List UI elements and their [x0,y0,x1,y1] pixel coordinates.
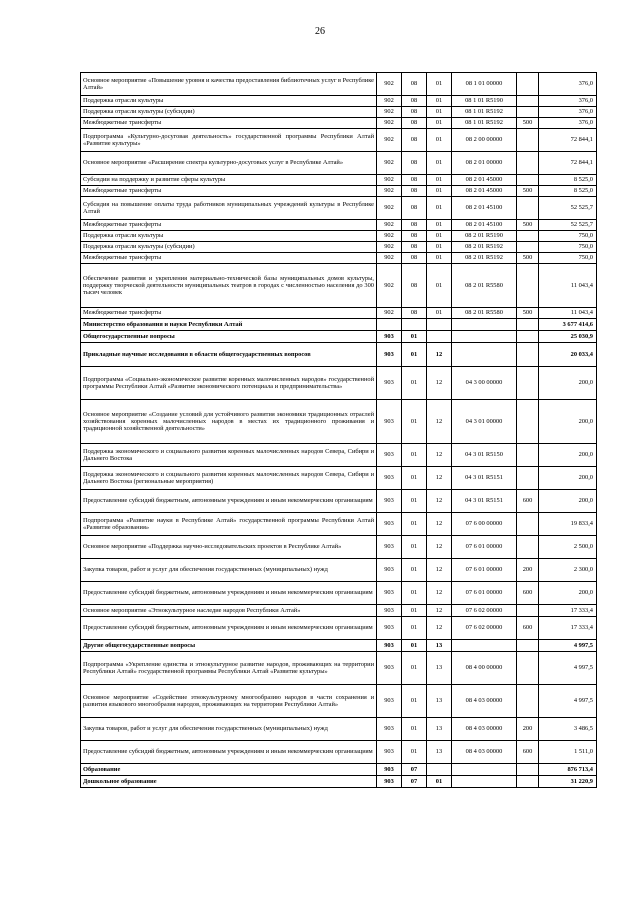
ministry-code: 902 [377,118,402,129]
expense-type-code [517,73,539,96]
table-row [81,605,597,617]
expense-type-code [517,764,539,776]
section-code: 08 [402,308,427,319]
target-article-code: 07 6 01 00000 [452,559,517,582]
expense-type-code [517,640,539,652]
table-row [81,319,597,331]
table-row [81,331,597,343]
target-article-code: 07 6 02 00000 [452,617,517,640]
subsection-code: 01 [427,242,452,253]
amount-value: 31 220,9 [539,776,597,788]
expense-type-code [517,331,539,343]
table-row [81,129,597,152]
ministry-code [377,319,402,331]
expense-item-name: Закупка товаров, работ и услуг для обеспечения государственных (муниципальных) нужд [81,559,377,582]
expense-item-name: Поддержка отрасли культуры (субсидии) [81,242,377,253]
section-code: 01 [402,685,427,718]
table-row [81,242,597,253]
expense-item-name: Межбюджетные трансферты [81,220,377,231]
target-article-code [452,331,517,343]
subsection-code: 13 [427,741,452,764]
amount-value: 200,0 [539,467,597,490]
section-code: 01 [402,400,427,444]
expense-type-code [517,152,539,175]
subsection-code: 13 [427,685,452,718]
expense-type-code [517,319,539,331]
ministry-code: 902 [377,253,402,264]
subsection-code: 12 [427,559,452,582]
section-code: 01 [402,652,427,685]
expense-type-code [517,536,539,559]
section-code: 01 [402,490,427,513]
target-article-code [452,343,517,367]
amount-value: 376,0 [539,118,597,129]
table-row [81,107,597,118]
expense-type-code [517,367,539,400]
section-code: 01 [402,617,427,640]
expense-type-code: 600 [517,490,539,513]
subsection-code: 01 [427,308,452,319]
table-row [81,582,597,605]
section-code: 08 [402,220,427,231]
expense-type-code [517,264,539,308]
ministry-code: 903 [377,343,402,367]
amount-value: 20 033,4 [539,343,597,367]
expense-type-code [517,175,539,186]
amount-value: 19 833,4 [539,513,597,536]
expense-type-code [517,685,539,718]
amount-value: 4 997,5 [539,652,597,685]
table-row [81,513,597,536]
expense-item-name: Основное мероприятие «Повышение уровня и качества предоставления библиотечных услуг в Республике Алтай» [81,73,377,96]
table-row [81,253,597,264]
expense-item-name: Межбюджетные трансферты [81,118,377,129]
subsection-code: 12 [427,513,452,536]
target-article-code: 07 6 00 00000 [452,513,517,536]
target-article-code [452,776,517,788]
section-code: 01 [402,444,427,467]
table-row [81,175,597,186]
target-article-code: 08 4 00 00000 [452,652,517,685]
ministry-code: 902 [377,264,402,308]
table-row [81,73,597,96]
section-code: 01 [402,331,427,343]
target-article-code: 08 4 03 00000 [452,741,517,764]
amount-value: 11 043,4 [539,308,597,319]
table-row [81,685,597,718]
table-row [81,490,597,513]
table-row [81,186,597,197]
expense-type-code [517,107,539,118]
amount-value: 200,0 [539,490,597,513]
expense-type-code: 500 [517,220,539,231]
target-article-code: 04 3 01 R5150 [452,444,517,467]
ministry-code: 903 [377,467,402,490]
target-article-code [452,640,517,652]
expense-item-name: Предоставление субсидий бюджетным, автономным учреждениям и иным некоммерческим организациям [81,490,377,513]
subsection-code [427,331,452,343]
table-row [81,467,597,490]
expense-item-name: Закупка товаров, работ и услуг для обеспечения государственных (муниципальных) нужд [81,718,377,741]
amount-value: 750,0 [539,253,597,264]
section-code: 01 [402,367,427,400]
table-row [81,220,597,231]
ministry-code: 903 [377,741,402,764]
amount-value: 376,0 [539,107,597,118]
expense-type-code [517,605,539,617]
expense-type-code [517,96,539,107]
target-article-code: 08 2 01 R5580 [452,264,517,308]
target-article-code: 08 2 01 R5192 [452,253,517,264]
subsection-code: 01 [427,152,452,175]
amount-value: 4 997,5 [539,685,597,718]
amount-value: 2 500,0 [539,536,597,559]
subsection-code: 01 [427,118,452,129]
table-row [81,559,597,582]
expense-type-code [517,776,539,788]
ministry-code: 902 [377,175,402,186]
section-code: 01 [402,467,427,490]
section-code: 07 [402,776,427,788]
section-code: 08 [402,73,427,96]
ministry-code: 903 [377,640,402,652]
ministry-code: 903 [377,444,402,467]
subsection-code: 01 [427,197,452,220]
subsection-code: 01 [427,96,452,107]
target-article-code: 04 3 01 R5151 [452,467,517,490]
table-row [81,343,597,367]
amount-value: 200,0 [539,444,597,467]
expense-item-name: Образование [81,764,377,776]
section-code: 08 [402,118,427,129]
expense-item-name: Подпрограмма «Укрепление единства и этнокультурное развитие народов, проживающих на территории Республики Алтай» государственной программы Республики Алтай «Развитие культуры» [81,652,377,685]
ministry-code: 902 [377,197,402,220]
subsection-code: 13 [427,652,452,685]
expense-item-name: Основное мероприятие «Расширение спектра культурно-досуговых услуг в Республике Алтай» [81,152,377,175]
ministry-code: 902 [377,152,402,175]
ministry-code: 902 [377,107,402,118]
subsection-code: 12 [427,400,452,444]
expense-type-code: 500 [517,308,539,319]
table-row [81,617,597,640]
amount-value: 2 300,0 [539,559,597,582]
expense-item-name: Поддержка отрасли культуры [81,231,377,242]
expense-type-code [517,129,539,152]
section-code: 08 [402,242,427,253]
expense-item-name: Подпрограмма «Социально-экономическое развитие коренных малочисленных народов» государственной программы Республики Алтай «Развитие экономического потенциала и предпринимательства» [81,367,377,400]
target-article-code: 08 2 01 45100 [452,197,517,220]
section-code: 01 [402,513,427,536]
section-code: 01 [402,718,427,741]
target-article-code: 08 2 01 R5192 [452,242,517,253]
expense-type-code [517,242,539,253]
table-row [81,718,597,741]
expense-type-code [517,400,539,444]
table-row [81,640,597,652]
expense-type-code: 600 [517,582,539,605]
section-code: 08 [402,129,427,152]
subsection-code: 12 [427,490,452,513]
amount-value: 876 713,4 [539,764,597,776]
section-code: 08 [402,231,427,242]
section-code: 08 [402,175,427,186]
expense-item-name: Подпрограмма «Развитие науки в Республике Алтай» государственной программы Республики Алтай «Развитие образования» [81,513,377,536]
expense-item-name: Другие общегосударственные вопросы [81,640,377,652]
target-article-code: 07 6 01 00000 [452,582,517,605]
ministry-code: 902 [377,129,402,152]
section-code: 01 [402,559,427,582]
subsection-code: 01 [427,73,452,96]
target-article-code: 08 1 01 R5190 [452,96,517,107]
amount-value: 17 333,4 [539,605,597,617]
section-code: 08 [402,96,427,107]
target-article-code: 08 2 01 00000 [452,152,517,175]
section-code: 08 [402,197,427,220]
subsection-code: 12 [427,367,452,400]
ministry-code: 903 [377,513,402,536]
subsection-code: 12 [427,467,452,490]
expense-type-code: 600 [517,741,539,764]
target-article-code: 04 3 01 R5151 [452,490,517,513]
section-code: 08 [402,152,427,175]
expense-type-code [517,343,539,367]
target-article-code: 08 4 03 00000 [452,718,517,741]
amount-value: 11 043,4 [539,264,597,308]
expense-item-name: Основное мероприятие «Создание условий для устойчивого развития экономики традиционных отраслей хозяйствования коренных малочисленных народов в местах их традиционного проживания и традиционной хозяйственной деятельности» [81,400,377,444]
ministry-code: 903 [377,490,402,513]
expense-type-code [517,444,539,467]
ministry-code: 903 [377,400,402,444]
subsection-code [427,764,452,776]
ministry-code: 902 [377,242,402,253]
ministry-code: 903 [377,776,402,788]
amount-value: 4 997,5 [539,640,597,652]
table-row [81,536,597,559]
target-article-code: 08 2 01 45000 [452,186,517,197]
ministry-code: 902 [377,73,402,96]
target-article-code [452,764,517,776]
section-code: 08 [402,253,427,264]
expense-item-name: Предоставление субсидий бюджетным, автономным учреждениям и иным некоммерческим организациям [81,582,377,605]
ministry-code: 902 [377,231,402,242]
expense-type-code: 200 [517,718,539,741]
amount-value: 750,0 [539,242,597,253]
section-code: 01 [402,741,427,764]
subsection-code: 12 [427,605,452,617]
subsection-code: 12 [427,617,452,640]
expense-item-name: Основное мероприятие «Этнокультурное наследие народов Республики Алтай» [81,605,377,617]
ministry-code: 903 [377,617,402,640]
table-row [81,367,597,400]
amount-value: 52 525,7 [539,197,597,220]
expense-type-code: 200 [517,559,539,582]
subsection-code: 01 [427,175,452,186]
target-article-code: 08 1 01 R5192 [452,107,517,118]
target-article-code: 04 3 01 00000 [452,400,517,444]
expense-item-name: Поддержка отрасли культуры [81,96,377,107]
subsection-code: 12 [427,536,452,559]
table-row [81,444,597,467]
target-article-code: 08 2 01 45100 [452,220,517,231]
amount-value: 25 030,9 [539,331,597,343]
expense-item-name: Поддержка экономического и социального развития коренных малочисленных народов Севера, Сибири и Дальнего Востока (региональные мероприятия) [81,467,377,490]
table-row [81,96,597,107]
expense-item-name: Поддержка экономического и социального развития коренных малочисленных народов Севера, Сибири и Дальнего Востока [81,444,377,467]
subsection-code: 01 [427,220,452,231]
expense-item-name: Дошкольное образование [81,776,377,788]
ministry-code: 902 [377,186,402,197]
ministry-code: 903 [377,536,402,559]
amount-value: 376,0 [539,96,597,107]
expense-item-name: Поддержка отрасли культуры (субсидии) [81,107,377,118]
amount-value: 3 486,5 [539,718,597,741]
expense-type-code: 500 [517,118,539,129]
expense-type-code: 500 [517,253,539,264]
table-row [81,231,597,242]
subsection-code: 13 [427,640,452,652]
table-row [81,776,597,788]
expense-item-name: Межбюджетные трансферты [81,308,377,319]
target-article-code: 04 3 00 00000 [452,367,517,400]
expense-type-code [517,467,539,490]
expense-item-name: Межбюджетные трансферты [81,186,377,197]
amount-value: 3 677 414,6 [539,319,597,331]
amount-value: 200,0 [539,367,597,400]
target-article-code: 08 2 01 R5580 [452,308,517,319]
ministry-code: 902 [377,308,402,319]
expense-type-code: 600 [517,617,539,640]
budget-table-body [81,73,597,788]
table-row [81,764,597,776]
ministry-code: 902 [377,96,402,107]
table-row [81,652,597,685]
expense-item-name: Основное мероприятие «Поддержка научно-исследовательских проектов в Республике Алтай» [81,536,377,559]
amount-value: 750,0 [539,231,597,242]
amount-value: 200,0 [539,582,597,605]
subsection-code: 13 [427,718,452,741]
ministry-code: 903 [377,605,402,617]
section-code: 01 [402,582,427,605]
section-code: 08 [402,107,427,118]
budget-table [80,72,597,788]
section-code [402,319,427,331]
ministry-code: 903 [377,718,402,741]
amount-value: 8 525,0 [539,186,597,197]
expense-item-name: Подпрограмма «Культурно-досуговая деятельность» государственной программы Республики Алтай «Развитие культуры» [81,129,377,152]
ministry-code: 903 [377,764,402,776]
table-row [81,400,597,444]
subsection-code [427,319,452,331]
section-code: 08 [402,264,427,308]
subsection-code: 01 [427,186,452,197]
ministry-code: 903 [377,331,402,343]
amount-value: 200,0 [539,400,597,444]
subsection-code: 01 [427,264,452,308]
ministry-code: 903 [377,582,402,605]
expense-item-name: Субсидии на поддержку и развитие сферы культуры [81,175,377,186]
table-row [81,152,597,175]
expense-type-code [517,231,539,242]
expense-item-name: Прикладные научные исследования в области общегосударственных вопросов [81,343,377,367]
subsection-code: 12 [427,444,452,467]
subsection-code: 01 [427,253,452,264]
amount-value: 52 525,7 [539,220,597,231]
expense-item-name: Основное мероприятие «Содействие этнокультурному многообразию народов в части сохранения и развития языкового многообразия народов, проживающих на территории Республики Алтай» [81,685,377,718]
section-code: 01 [402,605,427,617]
amount-value: 8 525,0 [539,175,597,186]
subsection-code: 01 [427,129,452,152]
target-article-code: 07 6 01 00000 [452,536,517,559]
subsection-code: 01 [427,776,452,788]
section-code: 01 [402,536,427,559]
table-row [81,741,597,764]
subsection-code: 12 [427,343,452,367]
amount-value: 1 511,0 [539,741,597,764]
table-row [81,118,597,129]
expense-type-code [517,652,539,685]
ministry-code: 903 [377,559,402,582]
subsection-code: 12 [427,582,452,605]
target-article-code: 08 4 03 00000 [452,685,517,718]
amount-value: 72 844,1 [539,152,597,175]
table-row [81,264,597,308]
expense-type-code: 500 [517,186,539,197]
target-article-code: 08 2 00 00000 [452,129,517,152]
target-article-code [452,319,517,331]
target-article-code: 07 6 02 00000 [452,605,517,617]
target-article-code: 08 1 01 R5192 [452,118,517,129]
expense-type-code [517,197,539,220]
expense-item-name: Субсидия на повышение оплаты труда работников муниципальных учреждений культуры в Республике Алтай [81,197,377,220]
ministry-code: 903 [377,652,402,685]
amount-value: 72 844,1 [539,129,597,152]
ministry-code: 902 [377,220,402,231]
ministry-code: 903 [377,685,402,718]
section-code: 01 [402,343,427,367]
page-number: 26 [315,26,325,37]
ministry-code: 903 [377,367,402,400]
subsection-code: 01 [427,107,452,118]
section-code: 08 [402,186,427,197]
expense-item-name: Обеспечение развития и укрепления материально-технической базы муниципальных домов культуры, поддержку творческой деятельности муниципальных театров в городах с численностью населения до 300 тысяч человек [81,264,377,308]
amount-value: 376,0 [539,73,597,96]
section-code: 01 [402,640,427,652]
target-article-code: 08 1 01 00000 [452,73,517,96]
expense-item-name: Предоставление субсидий бюджетным, автономным учреждениям и иным некоммерческим организациям [81,617,377,640]
expense-item-name: Министерство образования и науки Республики Алтай [81,319,377,331]
target-article-code: 08 2 01 R5190 [452,231,517,242]
expense-item-name: Предоставление субсидий бюджетным, автономным учреждениям и иным некоммерческим организациям [81,741,377,764]
expense-item-name: Общегосударственные вопросы [81,331,377,343]
subsection-code: 01 [427,231,452,242]
amount-value: 17 333,4 [539,617,597,640]
expense-item-name: Межбюджетные трансферты [81,253,377,264]
expense-type-code [517,513,539,536]
section-code: 07 [402,764,427,776]
table-row [81,308,597,319]
table-row [81,197,597,220]
target-article-code: 08 2 01 45000 [452,175,517,186]
